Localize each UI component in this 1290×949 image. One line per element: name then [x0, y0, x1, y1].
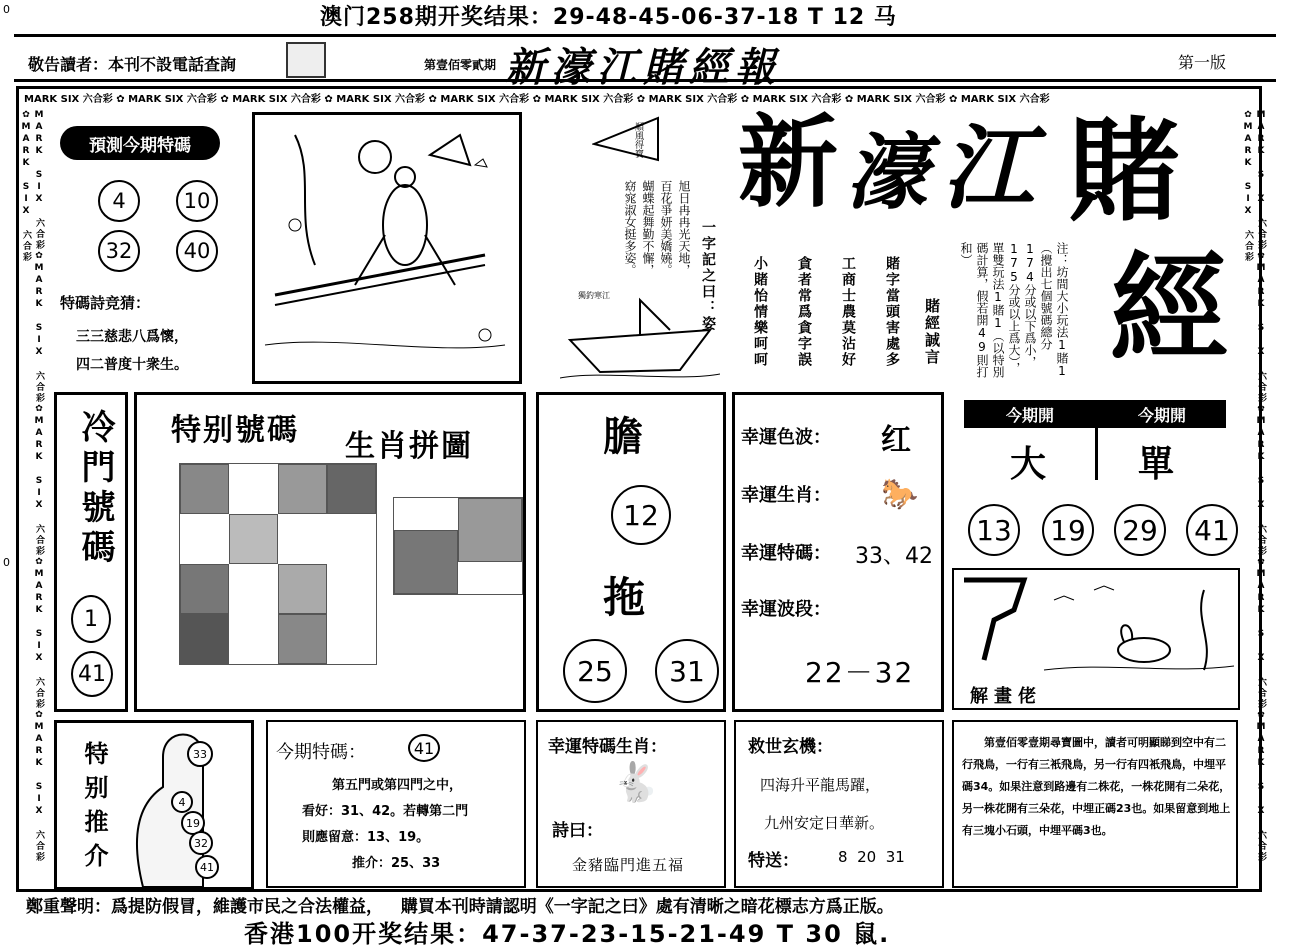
advice-title: 賭經誠言 [923, 298, 941, 366]
rescue-line-2: 九州安定日華新。 [764, 814, 885, 832]
top-stripe: MARK SIX 六合彩 ✿ MARK SIX 六合彩 ✿ MARK SIX 六合彩 ✿ MARK SIX 六合彩 ✿ MARK SIX 六合彩 ✿ MARK SIX 六合彩 ✿ MARK SIX 六合彩 ✿ MARK SIX 六合彩 ✿ MARK SIX 六合彩 ✿ MARK SIX 六合彩 [24, 94, 1050, 105]
period-label-left: 今期開 [1005, 405, 1054, 425]
boat-icon [560, 290, 720, 382]
treasure-panel [952, 720, 1238, 888]
advice-line-2: 工商士農莫沾好 [840, 256, 856, 368]
lucky-color-value: 红 [881, 423, 911, 458]
big-title-char-3: 江 [942, 114, 1035, 222]
grid-cell [278, 464, 327, 514]
big-title-char-1: 新 [738, 103, 838, 221]
notice-left: 敬告讀者：本刊不設電話查詢 [28, 55, 237, 74]
lucky-panel [732, 392, 944, 712]
tuo-number-1: 25 [563, 639, 627, 703]
lucky-range-value: 22－32 [805, 656, 915, 689]
hand-number-2: 4 [171, 791, 193, 813]
dan-number: 12 [611, 485, 671, 545]
stripe-label-3: MARK SIX 六合彩 [232, 94, 321, 105]
period-number-3: 29 [1114, 504, 1166, 556]
note-body: 坊間大小玩法1賭1（攪出七個號碼總分174分或以下爲小，175分或以上爲大），單雙玩法1賭1（以特別碼計算，假若開49則打和） [959, 242, 1069, 378]
right-stripe: MARK SIX 六合彩✿MARK SIX 六合彩✿MARK SIX 六合彩✿MARK SIX 六合彩✿MARK SIX 六合彩✿MARK SIX 六合彩 [1243, 110, 1266, 863]
boat-illustration [560, 290, 720, 382]
hand-title-1: 特 [80, 741, 108, 767]
period-header-left [964, 400, 1096, 428]
period-number-1: 13 [968, 504, 1020, 556]
poem-line-1: 三三慈悲八爲懷， [76, 329, 188, 345]
yiziji-poem-4: 窈窕淑女挺多姿。 [623, 180, 637, 276]
left-stripe: MARK SIX 六合彩✿MARK SIX 六合彩✿MARK SIX 六合彩✿MARK SIX 六合彩✿MARK SIX 六合彩✿MARK SIX 六合彩 [21, 110, 44, 863]
rescue-panel [734, 720, 944, 888]
big-title-char-4: 賭 [1068, 106, 1180, 237]
right-stripe-label-2: MARK SIX 六合彩 [1256, 263, 1266, 404]
period-number-4: 41 [1186, 504, 1238, 556]
hand-title-4: 介 [80, 843, 108, 869]
stripe-label-1: MARK SIX 六合彩 [24, 94, 113, 105]
hand-number-4: 32 [189, 831, 213, 855]
illustration-panel [252, 112, 522, 384]
rescue-special-numbers: 8 20 31 [838, 848, 905, 866]
yiziji-label: 一字記之曰：姿 [700, 220, 716, 332]
stripe-label-5: MARK SIX 六合彩 [440, 94, 530, 105]
left-stripe-label-4: MARK SIX 六合彩 [34, 569, 44, 710]
masthead-title: 新濠江賭經報 [505, 44, 781, 91]
predict-title: 預測今期特碼 [60, 126, 220, 160]
grid-cell [394, 530, 458, 594]
left-stripe-label-3: MARK SIX 六合彩 [34, 416, 44, 557]
rescue-line-1: 四海升平龍馬躍， [760, 776, 881, 794]
puzzle-title: 特别號碼 [171, 413, 299, 448]
hand-title-2: 别 [80, 775, 108, 801]
grid-cell [278, 564, 327, 614]
cold-numbers-title: 冷門號碼 [75, 409, 115, 569]
lucky-zodiac-title: 幸運特碼生肖： [548, 737, 667, 757]
lucky-range-label: 幸運波段： [741, 599, 831, 620]
flag-block [592, 114, 662, 164]
note-label: 注： [1055, 242, 1069, 266]
stripe-label-6: MARK SIX 六合彩 [544, 94, 634, 105]
cold-number-2: 41 [71, 651, 113, 697]
note-text [958, 242, 1070, 378]
book-icon [286, 42, 326, 78]
period-value-right: 單 [1138, 444, 1175, 485]
top-result-banner: 澳门258期开奖结果：29-48-45-06-37-18 T 12 马 [320, 5, 897, 30]
predict-panel [50, 112, 244, 384]
puzzle-subtitle: 生肖拼圖 [345, 429, 473, 464]
tuo-label: 拖 [603, 573, 646, 622]
swan-illustration [954, 570, 1238, 680]
lucky-color-label: 幸運色波： [741, 427, 831, 448]
predict-number-1: 4 [98, 180, 140, 222]
lucky-zodiac-panel [536, 720, 726, 888]
rescue-special-label: 特送： [748, 851, 799, 871]
period-code-line-3: 則應留意：13、19。 [302, 830, 430, 845]
period-code-line-4: 推介：25、33 [352, 856, 441, 871]
predict-number-3: 32 [98, 230, 140, 272]
yiziji-poem-3: 蝴蝶起舞勤不懈， [641, 180, 655, 276]
right-stripe-label-1: MARK SIX 六合彩 [1256, 110, 1266, 251]
stripe-label-10: MARK SIX 六合彩 [960, 94, 1050, 105]
rescue-title: 救世玄機： [748, 737, 833, 757]
period-value-left: 大 [1010, 444, 1047, 485]
stripe-label-2: MARK SIX 六合彩 [128, 94, 217, 105]
big-title-char-2: 濠 [846, 125, 928, 221]
cold-number-1: 1 [71, 595, 111, 643]
fairy-illustration [255, 115, 519, 381]
period-label-right: 今期開 [1137, 405, 1186, 425]
left-stripe-label-6: MARK SIX 六合彩 [21, 122, 31, 263]
right-stripe-label-6: MARK SIX 六合彩 [1243, 122, 1253, 263]
period-code-label: 今期特碼： [276, 742, 366, 763]
right-stripe-label-5: MARK SIX 六合彩 [1256, 722, 1266, 863]
footer-notice: 鄭重聲明：爲提防假冒，維護市民之合法權益， 購買本刊時請認明《一字記之曰》處有清晰之暗花標志方爲正版。 [26, 897, 894, 917]
issue-label: 第壹佰零貳期 [424, 58, 497, 72]
dan-label: 膽 [603, 414, 643, 460]
side-marker-mid: 0 [3, 556, 10, 569]
this-period-panel [952, 392, 1238, 492]
predict-number-4: 40 [176, 230, 218, 272]
hand-title-3: 推 [80, 809, 108, 835]
yiziji-poem-1: 旭日冉冉光天地， [677, 180, 691, 276]
picture-solver-label: 解畫佬 [970, 686, 1042, 707]
right-stripe-label-4: MARK SIX 六合彩 [1256, 569, 1266, 710]
period-code-number: 41 [408, 734, 440, 762]
big-title-char-5: 經 [1110, 239, 1229, 378]
period-number-2: 19 [1042, 504, 1094, 556]
puzzle-grid-left [179, 463, 377, 665]
lucky-zodiac-label: 幸運生肖： [741, 485, 831, 506]
dan-tuo-panel [536, 392, 726, 712]
left-stripe-label-1: MARK SIX 六合彩 [34, 110, 44, 251]
grid-cell [180, 614, 229, 664]
hand-panel [54, 720, 254, 890]
stripe-label-4: MARK SIX 六合彩 [336, 94, 426, 105]
period-code-panel [266, 720, 526, 888]
puzzle-grid-right [393, 497, 523, 595]
horse-icon: 🐎 [881, 477, 919, 512]
period-header-right [1098, 400, 1226, 428]
lucky-code-value: 33、42 [855, 544, 933, 569]
stripe-label-8: MARK SIX 六合彩 [752, 94, 842, 105]
advice-line-3: 貪者常爲貪字誤 [796, 256, 812, 368]
grid-cell [229, 514, 278, 564]
puzzle-panel [134, 392, 526, 712]
stripe-label-7: MARK SIX 六合彩 [648, 94, 738, 105]
boat-caption: 獨釣寒江 [578, 291, 610, 300]
period-code-line-2: 看好：31、42。若轉第二門 [302, 804, 469, 819]
picture-solver-panel [952, 568, 1240, 710]
yiziji-poem-2: 百花爭妍美嬌嬈。 [659, 180, 673, 276]
grid-cell [180, 464, 229, 514]
side-marker-top: 0 [3, 3, 10, 16]
lucky-zodiac-poem-label: 詩曰： [552, 821, 603, 841]
right-stripe-label-3: MARK SIX 六合彩 [1256, 416, 1266, 557]
advice-line-4: 小賭怡情樂呵呵 [752, 256, 768, 368]
period-divider [1095, 400, 1098, 480]
stripe-label-9: MARK SIX 六合彩 [856, 94, 946, 105]
poem-label: 特碼詩竞猜： [60, 294, 151, 312]
lucky-code-label: 幸運特碼： [741, 543, 831, 564]
advice-line-1: 賭字當頭害處多 [884, 256, 900, 368]
poem-line-2: 四二普度十衆生。 [76, 357, 188, 373]
period-code-line-1: 第五門或第四門之中， [332, 778, 463, 793]
flag-icon [592, 114, 662, 164]
cold-numbers-panel [54, 392, 128, 712]
grid-cell [180, 564, 229, 614]
hand-number-1: 33 [187, 741, 213, 767]
grid-cell [278, 614, 327, 664]
hand-number-3: 19 [181, 811, 205, 835]
treasure-text: 第壹佰零壹期尋寶圖中，讀者可明顯睇到空中有二行飛鳥，一行有三衹飛鳥，另一行有四衹飛鳥，中埋平碼34。如果注意到路邊有二株花，一株花開有二朵花，另一株花開有三朵花，中埋正碼23也。如果留意到地上有三塊小石頭，中埋平碼3也。 [962, 736, 1231, 837]
left-stripe-label-5: MARK SIX 六合彩 [34, 722, 44, 863]
grid-cell [458, 498, 522, 562]
lucky-zodiac-poem: 金豬臨門進五福 [572, 856, 685, 874]
hand-number-5: 41 [195, 855, 219, 879]
flag-text: 順風得寶 [633, 122, 643, 158]
rabbit-icon: 🐇 [612, 760, 660, 804]
grid-cell [327, 464, 376, 514]
bottom-result-banner: 香港100开奖结果：47-37-23-15-21-49 T 30 鼠. [244, 920, 891, 948]
predict-number-2: 10 [176, 180, 218, 222]
left-stripe-label-2: MARK SIX 六合彩 [34, 263, 44, 404]
tuo-number-2: 31 [655, 639, 719, 703]
page-label: 第一版 [1178, 53, 1227, 72]
